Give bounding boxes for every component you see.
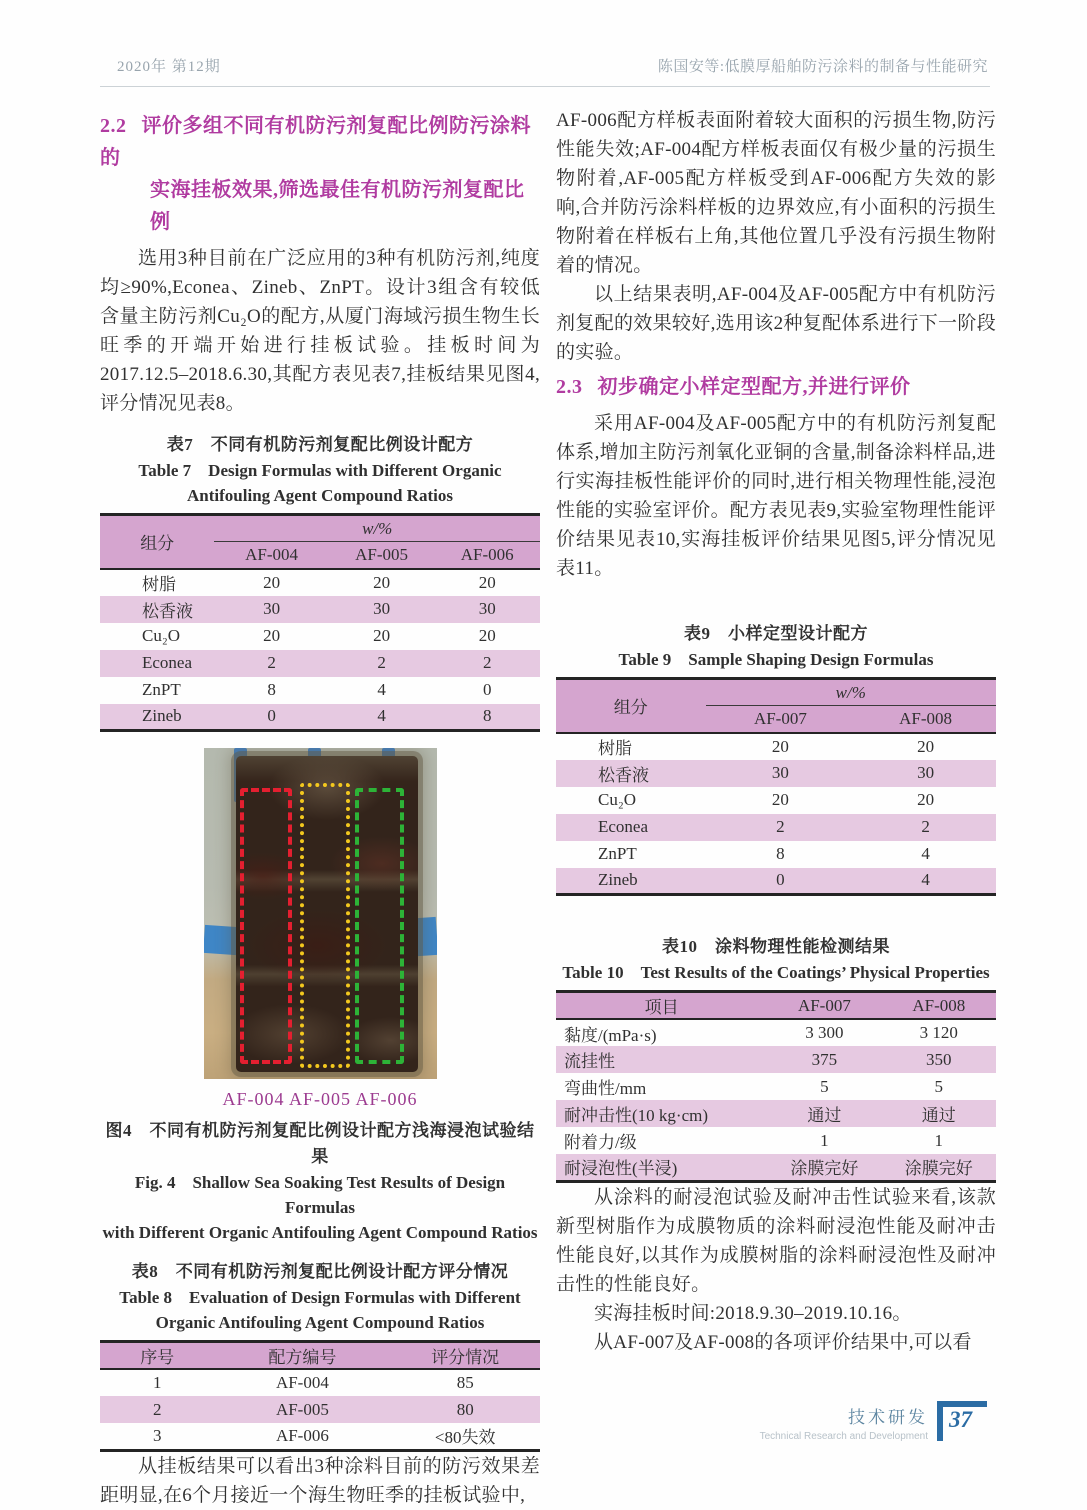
table8-header-score: 评分情况 xyxy=(390,1342,540,1370)
section-2-2-title-line1: 评价多组不同有机防污剂复配比例防污涂料的 xyxy=(100,115,531,169)
table10-caption xyxy=(556,934,996,985)
table-row: Zineb 0 4 8 xyxy=(100,704,540,731)
page-footer xyxy=(760,1401,987,1445)
table7-caption xyxy=(100,432,540,508)
table10-header-af007: AF-007 xyxy=(767,992,881,1020)
right-column xyxy=(556,106,996,1357)
paragraph: 从AF-007及AF-008的各项评价结果中,可以看 xyxy=(594,1331,972,1353)
table-row: Econea 2 2 2 xyxy=(100,650,540,677)
section-2-2-title-line2: 实海挂板效果,筛选最佳有机防污剂复配比例 xyxy=(150,179,525,233)
table8-header-formula: 配方编号 xyxy=(214,1342,390,1370)
section-2-3-number: 2.3 xyxy=(556,376,583,398)
table-row: 耐冲击性(10 kg·cm) 通过 通过 xyxy=(556,1100,996,1127)
table7-header-af004: AF-004 xyxy=(214,542,328,569)
section-2-3-heading xyxy=(556,371,996,403)
table-row: 树脂 20 20 20 xyxy=(142,572,496,594)
left-column xyxy=(100,106,540,1510)
table9-caption xyxy=(556,621,996,672)
table-row: Cu₂O 20 20 20 xyxy=(142,626,496,645)
paragraph: 选用3种目前在广泛应用的3种有机防污剂,纯度均≥90%,Econea、Zineb、ZnPT。设计3组含有较低含量主防污剂Cu₂O的配方,从厦门海域污损生物生长旺季的开端开始进行挂板试验。挂板时间为2017.12.5–2018.6.30,其配方表见表7,挂板结果见图4,评分情况见表8。 xyxy=(100,248,540,414)
running-title: 陈国安等:低膜厚船舶防污涂料的制备与性能研究 xyxy=(657,59,988,75)
table10-caption-en: Table 10 Test Results of the Coatings’ Physical Properties xyxy=(562,963,990,982)
paragraph: AF-006配方样板表面附着较大面积的污损生物,防污性能失效;AF-004配方样板表面仅有极少量的污损生物附着,AF-005配方样板受到AF-006配方失效的影响,合并防污涂料样板的边界效应,有小面积的污损生物附着在样板右上角,其他位置几乎没有污损生物附着的情况。 xyxy=(556,110,996,276)
table-row: 松香液 30 30 30 xyxy=(100,596,540,623)
table8 xyxy=(100,1340,540,1452)
table-row: 附着力/级 1 1 xyxy=(564,1130,944,1152)
header-rule xyxy=(100,86,990,87)
section-2-3-title: 初步确定小样定型配方,并进行评价 xyxy=(597,376,911,398)
section-2-2-heading xyxy=(100,110,540,238)
figure4-caption-en2: with Different Organic Antifouling Agent Compound Ratios xyxy=(102,1223,538,1242)
page-number-bracket xyxy=(937,1401,987,1445)
af004-outline-red-dashed xyxy=(240,788,292,1064)
figure4-caption-zh: 图4 不同有机防污剂复配比例设计配方浅海浸泡试验结果 xyxy=(105,1121,535,1166)
table9-caption-zh: 表9 小样定型设计配方 xyxy=(684,624,868,643)
figure4-caption xyxy=(100,1118,540,1245)
table7-header-component: 组分 xyxy=(100,515,214,569)
table7-header-af006: AF-006 xyxy=(434,542,540,569)
table9 xyxy=(556,677,996,896)
table-row: Econea 2 2 xyxy=(556,814,996,841)
table7-header-w-percent: w/% xyxy=(214,515,540,542)
table-row: 松香液 30 30 xyxy=(556,760,996,787)
table7 xyxy=(100,513,540,732)
table9-caption-en: Table 9 Sample Shaping Design Formulas xyxy=(618,650,934,669)
table10 xyxy=(556,990,996,1183)
table8-caption-en2: Organic Antifouling Agent Compound Ratios xyxy=(155,1313,485,1332)
paragraph: 实海挂板时间:2018.9.30–2019.10.16。 xyxy=(594,1302,912,1324)
table-row: 耐浸泡性(半浸) 涂膜完好 涂膜完好 xyxy=(556,1154,996,1181)
table9-header-af007: AF-007 xyxy=(706,706,856,733)
paragraph: 从挂板结果可以看出3种涂料目前的防污效果差距明显,在6个月接近一个海生物旺季的挂板试验中, xyxy=(100,1455,540,1506)
table-row: 黏度/(mPa·s) 3 300 3 120 xyxy=(564,1023,958,1045)
table9-header-w-percent: w/% xyxy=(706,679,996,706)
table-row: 2 AF-005 80 xyxy=(100,1396,540,1423)
table7-header-af005: AF-005 xyxy=(329,542,435,569)
table-row: 树脂 20 20 xyxy=(598,736,935,758)
table10-caption-zh: 表10 涂料物理性能检测结果 xyxy=(662,937,890,956)
table8-caption-zh: 表8 不同有机防污剂复配比例设计配方评分情况 xyxy=(131,1262,509,1281)
table9-header-component: 组分 xyxy=(556,679,706,733)
af006-outline-green-dashed xyxy=(355,788,404,1064)
blue-rail-left xyxy=(204,925,238,955)
journal-issue: 2020年 第12期 xyxy=(117,59,221,75)
table-row: Zineb 0 4 xyxy=(556,868,996,895)
footer-section-label xyxy=(760,1403,928,1442)
table-row: 流挂性 375 350 xyxy=(556,1046,996,1073)
af005-outline-yellow-dotted xyxy=(300,783,350,1068)
paragraph: 从涂料的耐浸泡试验及耐冲击性试验来看,该款新型树脂作为成膜物质的涂料耐浸泡性能及耐冲击性能良好,以其作为成膜树脂的涂料耐浸泡性及耐冲击性的性能良好。 xyxy=(556,1186,996,1295)
paragraph: 以上结果表明,AF-004及AF-005配方中有机防污剂复配的效果较好,选用该2种复配体系进行下一阶段的实验。 xyxy=(556,284,996,363)
figure4-caption-en1: Fig. 4 Shallow Sea Soaking Test Results of Design Formulas xyxy=(134,1173,506,1217)
table8-caption xyxy=(100,1259,540,1335)
table-row: 3 AF-006 <80失效 xyxy=(152,1425,496,1448)
paragraph: 采用AF-004及AF-005配方中的有机防污剂复配体系,增加主防污剂氧化亚铜的含量,制备涂料样品,进行实海挂板性能评价的同时,进行相关物理性能,浸泡性能的实验室评价。配方表见表9,实验室物理性能评价结果见表10,实海挂板评价结果见图5,评分情况见表11。 xyxy=(556,413,996,579)
figure4-photo xyxy=(204,748,437,1079)
table-row: ZnPT 8 4 xyxy=(598,844,930,863)
bracket-vertical-bar xyxy=(937,1401,943,1441)
table7-caption-en2: Antifouling Agent Compound Ratios xyxy=(187,486,453,505)
table9-header-af008: AF-008 xyxy=(855,706,996,733)
footer-section-zh: 技术研发 xyxy=(848,1408,928,1427)
section-2-2-number: 2.2 xyxy=(100,115,127,137)
table8-caption-en1: Table 8 Evaluation of Design Formulas with Different xyxy=(119,1288,521,1307)
table10-header-af008: AF-008 xyxy=(882,992,996,1020)
table8-header-index: 序号 xyxy=(100,1342,214,1370)
table7-caption-zh: 表7 不同有机防污剂复配比例设计配方 xyxy=(166,435,474,454)
table-row: 1 AF-004 85 xyxy=(152,1373,474,1392)
page-number: 37 xyxy=(949,1407,972,1432)
footer-section-en: Technical Research and Development xyxy=(759,1431,928,1442)
table10-header-item: 项目 xyxy=(556,992,767,1020)
figure4-panel-labels: AF-004 AF-005 AF-006 xyxy=(222,1089,418,1109)
table-row: ZnPT 8 4 0 xyxy=(142,680,492,699)
table-row: Cu₂O 20 20 xyxy=(598,790,935,809)
table-row: 弯曲性/mm 5 5 xyxy=(564,1076,944,1098)
table7-caption-en1: Table 7 Design Formulas with Different Organic xyxy=(138,461,502,480)
